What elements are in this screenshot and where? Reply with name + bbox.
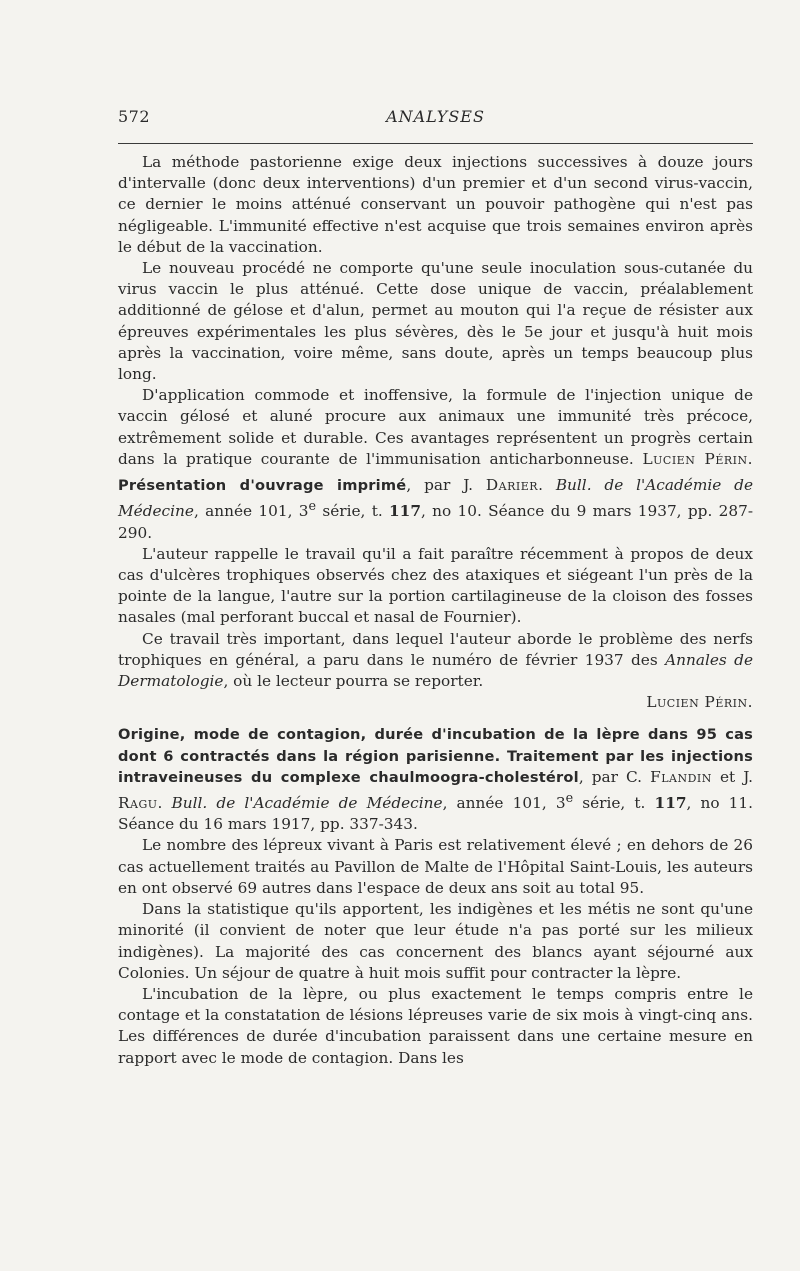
- body-text: [118, 152, 753, 1069]
- journal-name: Bull. de l'Académie de Médecine: [171, 794, 443, 813]
- paragraph: L'auteur rappelle le travail qu'il a fait paraître récemment à propos de deux cas d'ulcères trophiques observés chez des ataxiques et siégeant l'un près de la pointe de la langue, l'autre sur la portion cartilagineuse de la cloison des fosses nasales (mal perforant buccal et nasal de Fournier).: [118, 544, 753, 627]
- header-rule: [118, 143, 753, 144]
- signature: Lucien Périn.: [642, 449, 753, 468]
- article-title: Présentation d'ouvrage imprimé: [118, 477, 407, 495]
- signature: Lucien Périn.: [646, 693, 753, 712]
- paragraph: Le nombre des lépreux vivant à Paris est relativement élevé ; en dehors de 26 cas actuellement traités au Pavillon de Malte de l'Hôpital Saint-Louis, les auteurs en ont observé 69 autres dans l'espace de deux ans soit au total 95.: [118, 836, 753, 897]
- paragraph: L'incubation de la lèpre, ou plus exactement le temps compris entre le contage et la constatation de lésions lépreuses varie de six mois à vingt-cinq ans. Les différences de durée d'incubation paraissent dans une certaine mesure en rapport avec le mode de contagion. Dans les: [118, 984, 753, 1067]
- paragraph: Le nouveau procédé ne comporte qu'une seule inoculation sous-cutanée du virus vaccin le plus atténué. Cette dose unique de vaccin, préalablement additionné de gélose et d'alun, permet au mouton qui l'a reçue de résister aux épreuves expérimentales les plus sévères, dès le 5e jour et jusqu'à huit mois après la vaccination, voire même, sans doute, après un temps beaucoup plus long.: [118, 259, 753, 384]
- article-citation: Présentation d'ouvrage imprimé, par J. Darier. Bull. de l'Académie de Médecine, année 101, 3e série, t. 117, no 10. Séance du 9 mars 1937, pp. 287-290.: [118, 476, 753, 542]
- article-title: Origine, mode de contagion, durée d'incubation de la lèpre dans 95 cas dont 6 contractés dans la région parisienne. Traitement par les injections intraveineuses du complexe chaulmoogra-cholestérol: [118, 726, 753, 786]
- page-number: 572: [118, 107, 151, 126]
- running-title: ANALYSES: [386, 107, 485, 126]
- paragraph: Ce travail très important, dans lequel l'auteur aborde le problème des nerfs trophiques en général, a paru dans le numéro de février 1937 des Annales de Dermatologie, où le lecteur pourra se reporter.: [118, 629, 754, 690]
- article-citation: Origine, mode de contagion, durée d'incubation de la lèpre dans 95 cas dont 6 contractés dans la région parisienne. Traitement par les injections intraveineuses du complexe chaulmoogra-cholestérol, par C. Flandin et J. Ragu. Bull. de l'Académie de Médecine, année 101, 3e série, t. 117, no 11. Séance du 16 mars 1917, pp. 337-343.: [118, 726, 754, 834]
- paragraph: La méthode pastorienne exige deux injections successives à douze jours d'intervalle (donc deux interventions) d'un premier et d'un second virus-vaccin, ce dernier le moins atténué conservant un pouvoir pathogène qui n'est pas négligeable. L'immunité effective n'est acquise que trois semaines environ après le début de la vaccination.: [118, 153, 753, 256]
- paragraph: D'application commode et inoffensive, la formule de l'injection unique de vaccin gélosé et aluné procure aux animaux une immunité très précoce, extrêmement solide et durable. Ces avantages représentent un progrès certain dans la pratique courante de l'immunisation anticharbonneuse. Lucien Périn.: [118, 386, 753, 468]
- author-name: Darier: [485, 476, 539, 495]
- journal-name: Bull. de l'Académie de Médecine: [118, 476, 753, 521]
- author-name: Ragu: [118, 794, 158, 813]
- author-name: Flandin: [650, 767, 712, 786]
- journal-name: Annales de Dermatologie: [118, 650, 754, 690]
- paragraph: Dans la statistique qu'ils apportent, les indigènes et les métis ne sont qu'une minorité (il convient de noter que leur étude n'a pas porté sur les milieux indigènes). La majorité des cas concernent des blancs ayant séjourné aux Colonies. Un séjour de quatre à huit mois suffit pour contracter la lèpre.: [118, 900, 753, 982]
- page-header: [118, 107, 753, 129]
